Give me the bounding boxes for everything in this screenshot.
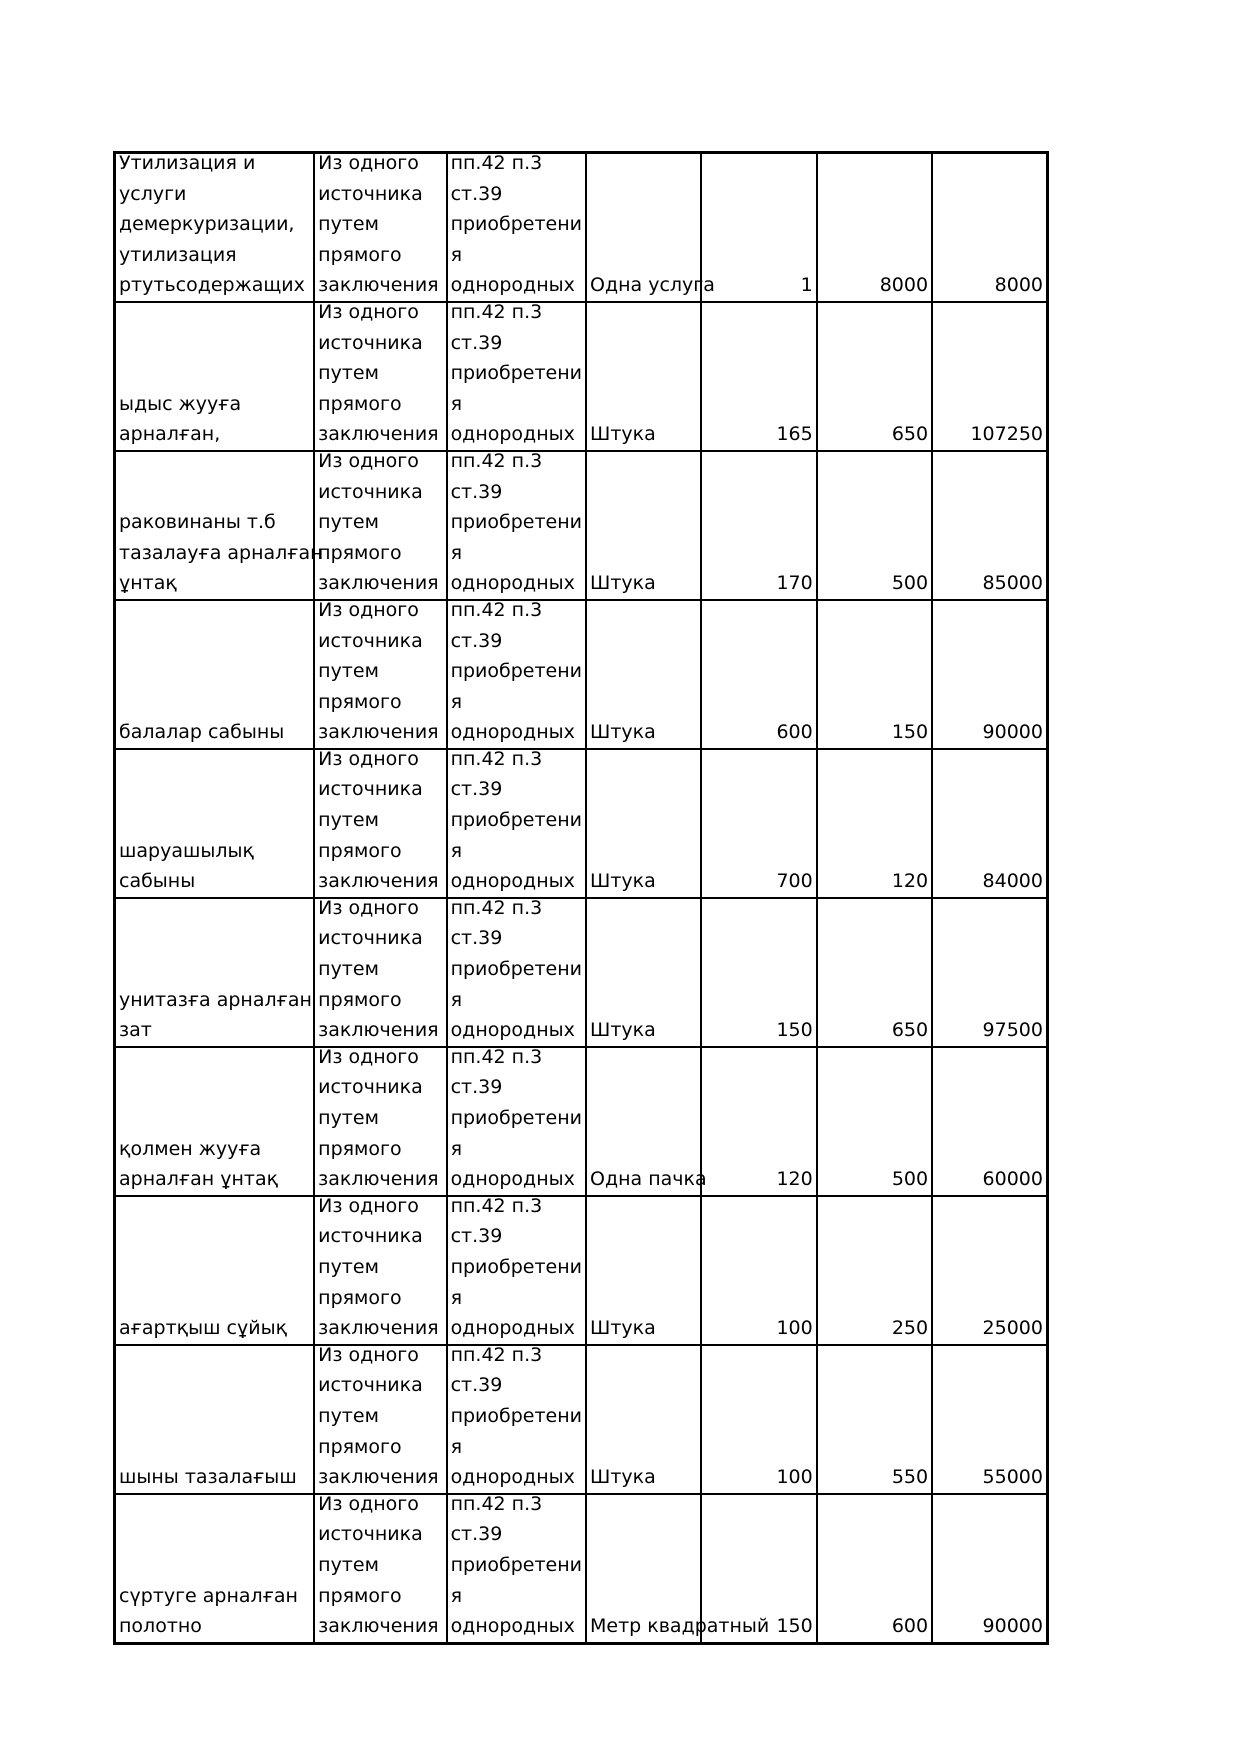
legal-basis-line: приобретени [450,809,583,832]
procurement-method-line: прямого [318,1584,402,1607]
procurement-method-line: Из одного [318,152,419,174]
unit-label: Метр квадратный [590,1615,770,1638]
legal-basis-line: пп.42 п.3 [450,300,543,323]
legal-basis-line: однородных [450,721,575,744]
procurement-method-cell [314,898,446,1047]
item-name-line: демеркуризации, [119,213,295,236]
quantity-cell [701,898,816,1047]
item-name-line: тазалауға арналған [119,541,323,564]
procurement-method-line: источника [318,182,423,205]
item-name-cell [115,451,323,600]
procurement-method-line: путем [318,958,379,981]
quantity-value: 165 [776,423,813,446]
item-name-cell [115,1345,315,1494]
procurement-method-line: заключения [318,1615,439,1638]
legal-basis-line: я [450,988,462,1011]
legal-basis-line: однородных [450,1317,575,1340]
total-cell [932,1345,1047,1494]
price-value: 650 [891,1019,929,1042]
legal-basis-line: пп.42 п.3 [450,449,543,472]
unit-cell [586,1047,707,1196]
legal-basis-line: однородных [450,870,575,893]
table-row [115,1047,1048,1196]
item-name-cell [115,1494,315,1643]
unit-label: Штука [590,1019,656,1042]
price-value: 500 [891,1168,929,1191]
unit-label: Штука [590,1466,656,1489]
legal-basis-cell [447,1345,586,1494]
legal-basis-line: я [450,392,462,415]
item-name-line: раковинаны т.б [119,511,276,534]
quantity-cell [701,153,816,302]
legal-basis-line: я [450,541,462,564]
legal-basis-line: ст.39 [450,778,503,801]
legal-basis-line: я [450,1584,462,1607]
quantity-value: 100 [776,1466,813,1489]
procurement-method-line: прямого [318,690,402,713]
legal-basis-cell [447,749,586,898]
quantity-value: 1 [800,274,813,297]
procurement-method-line: заключения [318,572,439,595]
legal-basis-line: ст.39 [450,1076,503,1099]
procurement-method-line: путем [318,1404,379,1427]
legal-basis-line: однородных [450,1615,575,1638]
procurement-method-line: Из одного [318,1045,419,1068]
quantity-cell [701,302,816,451]
unit-cell [586,302,701,451]
item-name-line: шаруашылық [119,839,254,862]
unit-cell [586,1196,701,1345]
quantity-value: 150 [776,1615,813,1638]
legal-basis-line: приобретени [450,511,583,534]
price-value: 8000 [879,274,929,297]
legal-basis-line: ст.39 [450,331,503,354]
procurement-method-line: заключения [318,1168,439,1191]
quantity-value: 600 [776,721,813,744]
procurement-method-line: заключения [318,721,439,744]
item-name-line: сабыны [119,870,196,893]
price-value: 500 [891,572,929,595]
price-value: 550 [891,1466,929,1489]
procurement-method-line: источника [318,1225,423,1248]
price-value: 150 [891,721,929,744]
legal-basis-line: ст.39 [450,629,503,652]
price-value: 600 [891,1615,929,1638]
procurement-method-line: источника [318,480,423,503]
legal-basis-line: я [450,839,462,862]
item-name-line: утилизация [119,243,237,266]
quantity-cell [701,1196,816,1345]
legal-basis-line: приобретени [450,1107,583,1129]
item-name-line: ұнтақ [119,572,177,595]
legal-basis-line: приобретени [450,958,583,981]
total-value: 55000 [982,1466,1043,1489]
procurement-method-line: путем [318,1553,379,1576]
quantity-value: 120 [776,1168,813,1191]
unit-label: Одна услуга [590,274,715,297]
unit-cell [586,898,701,1047]
procurement-method-line: Из одного [318,1194,419,1217]
legal-basis-cell [447,153,586,302]
procurement-method-line: прямого [318,541,402,564]
price-value: 250 [891,1317,929,1340]
item-name-line: унитазға арналған [119,988,312,1011]
procurement-method-cell [314,451,446,600]
total-value: 8000 [994,274,1043,297]
legal-basis-line: однородных [450,1168,575,1191]
procurement-method-line: источника [318,331,423,354]
legal-basis-cell [447,302,586,451]
legal-basis-line: пп.42 п.3 [450,896,543,919]
legal-basis-cell [447,1494,586,1643]
item-name-line: ыдыс жууға [119,392,242,415]
item-name-line: шыны тазалағыш [119,1466,297,1489]
legal-basis-line: я [450,1286,462,1309]
procurement-method-line: заключения [318,870,439,893]
procurement-method-line: заключения [318,423,439,446]
legal-basis-line: однородных [450,1466,575,1489]
item-name-line: арналған, [119,423,221,446]
item-name-line: арналған ұнтақ [119,1168,279,1191]
item-name-cell [115,600,315,749]
legal-basis-line: однородных [450,274,575,297]
procurement-method-line: путем [318,1255,379,1278]
unit-cell [586,153,715,302]
table-row [115,600,1048,749]
item-name-line: қолмен жууға [119,1137,262,1160]
total-value: 107250 [970,423,1043,446]
quantity-value: 170 [776,572,813,595]
procurement-method-line: Из одного [318,449,419,472]
legal-basis-line: ст.39 [450,1225,503,1248]
total-cell [932,153,1047,302]
legal-basis-line: приобретени [450,213,583,236]
quantity-cell [701,1345,816,1494]
unit-label: Одна пачка [590,1168,707,1191]
price-cell [817,1345,932,1494]
table-row [115,302,1048,451]
procurement-method-line: источника [318,629,423,652]
legal-basis-line: ст.39 [450,1374,503,1397]
legal-basis-line: приобретени [450,1553,583,1576]
procurement-method-line: Из одного [318,1492,419,1515]
legal-basis-line: пп.42 п.3 [450,1194,543,1217]
unit-label: Штука [590,870,656,893]
legal-basis-cell [447,1047,586,1196]
price-cell [817,600,932,749]
table-body [115,153,1048,1644]
procurement-method-line: источника [318,927,423,950]
procurement-method-cell [314,1047,446,1196]
table-row [115,898,1048,1047]
quantity-value: 100 [776,1317,813,1340]
table-row [115,1196,1048,1345]
quantity-cell [701,600,816,749]
item-name-cell [115,898,315,1047]
legal-basis-line: я [450,243,462,266]
procurement-method-line: заключения [318,1019,439,1042]
legal-basis-line: однородных [450,1019,575,1042]
total-value: 90000 [982,1615,1043,1638]
procurement-method-line: Из одного [318,598,419,621]
unit-label: Штука [590,423,656,446]
procurement-method-line: источника [318,778,423,801]
legal-basis-line: ст.39 [450,1523,503,1546]
total-value: 84000 [982,870,1043,893]
unit-cell [586,451,701,600]
total-cell [932,302,1047,451]
price-cell [817,302,932,451]
procurement-method-cell [314,1345,446,1494]
legal-basis-line: приобретени [450,660,583,683]
legal-basis-line: однородных [450,423,575,446]
procurement-method-cell [314,600,446,749]
procurement-method-line: Из одного [318,1343,419,1366]
procurement-method-cell [314,1494,446,1643]
price-value: 650 [891,423,929,446]
legal-basis-line: пп.42 п.3 [450,152,543,174]
total-cell [932,1196,1047,1345]
procurement-method-cell [314,302,446,451]
total-cell [932,1047,1047,1196]
legal-basis-line: приобретени [450,1404,583,1427]
quantity-value: 150 [776,1019,813,1042]
item-name-cell [115,302,315,451]
legal-basis-cell [447,600,586,749]
item-name-cell [115,1196,315,1345]
legal-basis-line: однородных [450,572,575,595]
legal-basis-line: пп.42 п.3 [450,598,543,621]
legal-basis-line: я [450,690,462,713]
procurement-table-sheet [113,151,1049,1638]
procurement-method-line: путем [318,362,379,385]
item-name-line: зат [119,1019,152,1042]
procurement-method-line: прямого [318,839,402,862]
table-row [115,451,1048,600]
procurement-method-line: источника [318,1076,423,1099]
procurement-method-cell [314,749,446,898]
procurement-method-line: прямого [318,1435,402,1458]
legal-basis-cell [447,1196,586,1345]
procurement-method-cell [314,153,446,302]
unit-label: Штука [590,572,656,595]
table-row [115,1345,1048,1494]
procurement-method-line: прямого [318,1137,402,1160]
price-cell [817,451,932,600]
procurement-method-line: путем [318,1107,379,1129]
total-value: 60000 [982,1168,1043,1191]
total-cell [932,898,1047,1047]
price-cell [817,1047,932,1196]
item-name-cell [115,153,315,302]
legal-basis-line: пп.42 п.3 [450,1343,543,1366]
item-name-cell [115,749,315,898]
procurement-method-line: заключения [318,1317,439,1340]
legal-basis-line: приобретени [450,362,583,385]
procurement-method-line: путем [318,660,379,683]
legal-basis-line: ст.39 [450,182,503,205]
procurement-method-line: путем [318,511,379,534]
total-cell [932,451,1047,600]
quantity-cell [701,749,816,898]
unit-cell [586,1345,701,1494]
table-row [115,1494,1048,1643]
procurement-method-line: Из одного [318,896,419,919]
legal-basis-line: я [450,1137,462,1160]
total-value: 97500 [982,1019,1043,1042]
price-cell [817,153,932,302]
legal-basis-line: приобретени [450,1255,583,1278]
price-value: 120 [891,870,929,893]
legal-basis-line: пп.42 п.3 [450,1492,543,1515]
unit-cell [586,1494,770,1643]
price-cell [817,1196,932,1345]
procurement-table [113,151,1049,1645]
item-name-line: ртутьсодержащих [119,274,305,297]
procurement-method-line: прямого [318,392,402,415]
legal-basis-line: пп.42 п.3 [450,1045,543,1068]
procurement-method-line: Из одного [318,300,419,323]
item-name-line: полотно [119,1615,202,1638]
procurement-method-line: источника [318,1523,423,1546]
legal-basis-line: ст.39 [450,927,503,950]
item-name-line: услуги [119,182,187,205]
procurement-method-line: прямого [318,243,402,266]
item-name-line: Утилизация и [119,152,256,174]
price-cell [817,749,932,898]
procurement-method-line: заключения [318,274,439,297]
legal-basis-cell [447,451,586,600]
total-value: 85000 [982,572,1043,595]
unit-cell [586,600,701,749]
procurement-method-line: прямого [318,988,402,1011]
total-cell [932,1494,1047,1643]
item-name-cell [115,1047,315,1196]
item-name-line: балалар сабыны [119,721,285,744]
procurement-method-cell [314,1196,446,1345]
price-cell [817,1494,932,1643]
procurement-method-line: прямого [318,1286,402,1309]
item-name-line: сүртуге арналған [119,1584,298,1607]
total-cell [932,749,1047,898]
legal-basis-line: пп.42 п.3 [450,747,543,770]
price-cell [817,898,932,1047]
procurement-method-line: путем [318,809,379,832]
unit-label: Штука [590,721,656,744]
total-value: 90000 [982,721,1043,744]
procurement-method-line: источника [318,1374,423,1397]
total-value: 25000 [982,1317,1043,1340]
item-name-line: ағартқыш сұйық [119,1317,288,1340]
legal-basis-line: я [450,1435,462,1458]
procurement-method-line: Из одного [318,747,419,770]
unit-cell [586,749,701,898]
procurement-method-line: путем [318,213,379,236]
legal-basis-cell [447,898,586,1047]
total-cell [932,600,1047,749]
table-row [115,749,1048,898]
legal-basis-line: ст.39 [450,480,503,503]
table-row [115,153,1048,302]
quantity-value: 700 [776,870,813,893]
procurement-method-line: заключения [318,1466,439,1489]
unit-label: Штука [590,1317,656,1340]
quantity-cell [701,451,816,600]
quantity-cell [701,1047,816,1196]
